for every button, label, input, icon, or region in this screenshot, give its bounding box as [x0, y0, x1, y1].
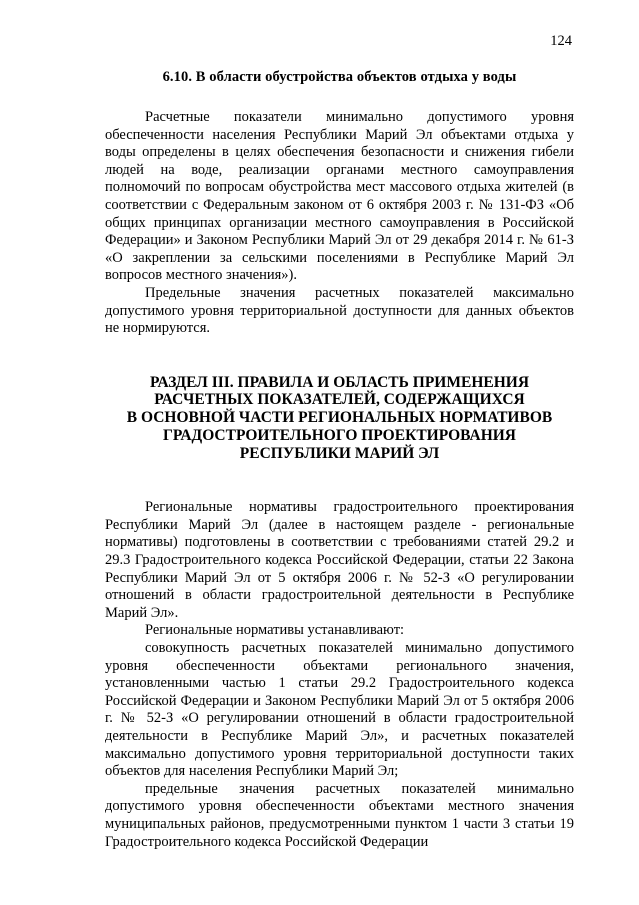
chapter-paragraph: совокупность расчетных показателей минимально допустимого уровня обеспеченности объектами регионального значения, установленными частью 1 статьи 29.2 Градостроительного кодекса Российской Федерации и Законом Республики Марий Эл от 5 октября 2006 г. № 52-З «О регулировании отношений в области градостроительной деятельности в Республике Марий Эл», и расчетных показателей максимально допустимого уровня территориальной доступности таких объектов для населения Республики Марий Эл;	[105, 639, 574, 780]
chapter-heading-line: РЕСПУБЛИКИ МАРИЙ ЭЛ	[239, 444, 440, 462]
chapter-heading-line: РАСЧЕТНЫХ ПОКАЗАТЕЛЕЙ, СОДЕРЖАЩИХСЯ	[154, 391, 525, 409]
section-paragraph: Расчетные показатели минимально допустимого уровня обеспеченности населения Республики Марий Эл объектами отдыха у воды определены в целях обеспечения безопасности и снижения гибели людей на воде, реализации органами местного самоуправления полномочий по вопросам обустройства мест массового отдыха жителей (в соответствии с Федеральным законом от 6 октября 2003 г. № 131-ФЗ «Об общих принципах организации местного самоуправления в Российской Федерации» и Законом Республики Марий Эл от 29 декабря 2014 г. № 61-З «О закреплении за сельскими поселениями в Республике Марий Эл вопросов местного значения»).	[105, 109, 574, 284]
chapter-heading-line: В ОСНОВНОЙ ЧАСТИ РЕГИОНАЛЬНЫХ НОРМАТИВОВ	[126, 409, 553, 427]
chapter-paragraph: предельные значения расчетных показателей минимально допустимого уровня обеспеченности объектами местного значения муниципальных районов, предусмотренными пунктом 1 части 3 статьи 19 Градостроительного кодекса Российской Федерации	[105, 780, 574, 850]
chapter-paragraph: Региональные нормативы градостроительного проектирования Республики Марий Эл (далее в настоящем разделе - региональные нормативы) подготовлены в соответствии с требованиями статей 29.2 и 29.3 Градостроительного кодекса Российской Федерации, статьи 22 Закона Республики Марий Эл от 5 октября 2006 г. № 52-З «О регулировании отношений в области градостроительной деятельности в Республике Марий Эл».	[105, 499, 574, 621]
section-paragraph: Предельные значения расчетных показателей максимально допустимого уровня территориальной доступности для данных объектов не нормируются.	[105, 284, 574, 337]
page-content	[105, 68, 574, 851]
section-heading: 6.10. В области обустройства объектов отдыха у воды	[162, 69, 517, 85]
page-number: 124	[550, 33, 572, 49]
chapter-heading-line: РАЗДЕЛ III. ПРАВИЛА И ОБЛАСТЬ ПРИМЕНЕНИЯ	[149, 373, 530, 391]
chapter-heading-line: ГРАДОСТРОИТЕЛЬНОГО ПРОЕКТИРОВАНИЯ	[162, 426, 517, 444]
chapter-heading	[105, 374, 574, 463]
chapter-paragraph: Региональные нормативы устанавливают:	[145, 622, 405, 639]
